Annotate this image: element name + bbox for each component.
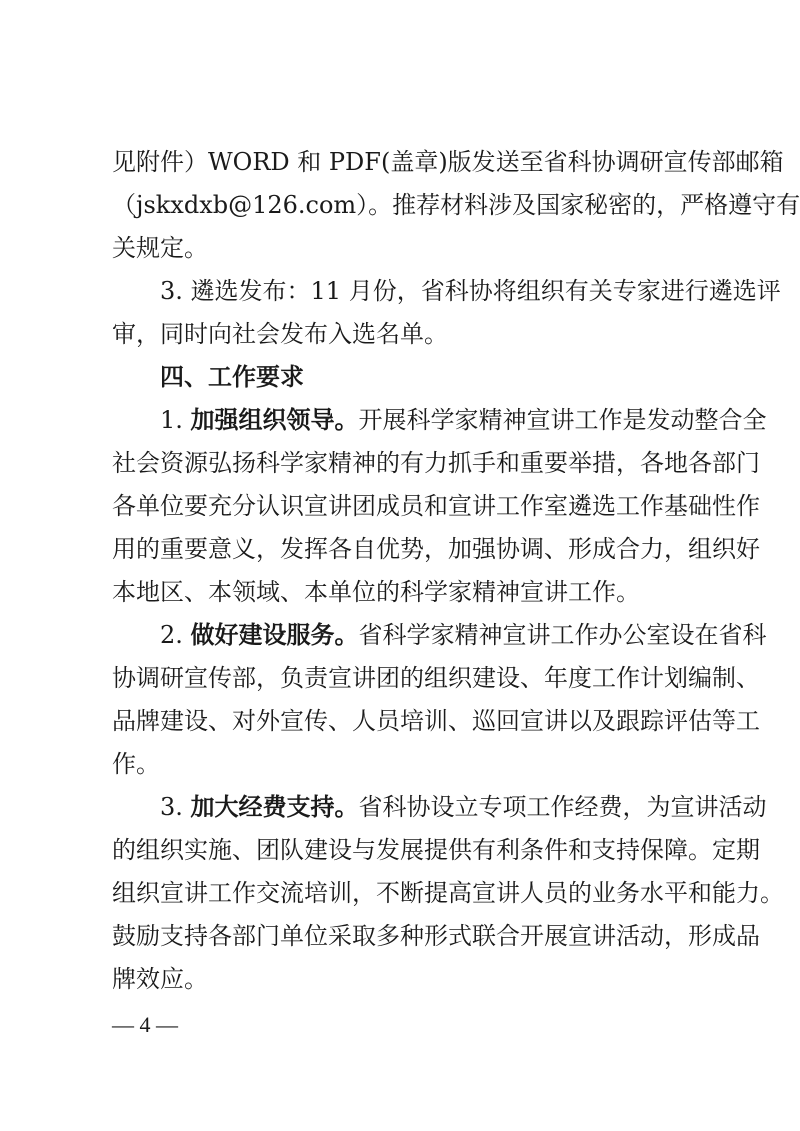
- paragraph-line: 鼓励支持各部门单位采取多种形式联合开展宣讲活动，形成品: [112, 922, 760, 950]
- paragraph-line: 社会资源弘扬科学家精神的有力抓手和重要举措，各地各部门: [112, 449, 760, 477]
- paragraph-line: （jskxdxb@126.com）。推荐材料涉及国家秘密的，严格遵守有: [112, 191, 800, 219]
- requirement-title: 加大经费支持。: [190, 792, 359, 821]
- requirement-text: 省科协设立专项工作经费，为宣讲活动: [358, 793, 767, 821]
- paragraph-line: 各单位要充分认识宣讲团成员和宣讲工作室遴选工作基础性作: [112, 492, 760, 520]
- requirement-number: 2.: [160, 621, 191, 649]
- paragraph-line: 协调研宣传部，负责宣讲团的组织建设、年度工作计划编制、: [112, 664, 760, 692]
- requirement-2-first-line: [160, 619, 767, 651]
- requirement-title: 加强组织领导。: [190, 405, 359, 434]
- page-number: — 4 —: [112, 1012, 178, 1037]
- paragraph-line: 3. 遴选发布：11 月份，省科协将组织有关专家进行遴选评: [160, 277, 781, 305]
- paragraph-line: 牌效应。: [112, 965, 208, 993]
- section-heading: 四、工作要求: [160, 363, 304, 391]
- requirement-title: 做好建设服务。: [190, 620, 359, 649]
- requirement-number: 1.: [160, 406, 191, 434]
- requirement-text: 开展科学家精神宣讲工作是发动整合全: [358, 406, 767, 434]
- requirement-3-first-line: [160, 791, 767, 823]
- paragraph-line: 关规定。: [112, 234, 208, 262]
- requirement-text: 省科学家精神宣讲工作办公室设在省科: [358, 621, 767, 649]
- paragraph-line: 品牌建设、对外宣传、人员培训、巡回宣讲以及跟踪评估等工: [112, 707, 760, 735]
- requirement-1-first-line: [160, 404, 767, 436]
- paragraph-line: 作。: [112, 750, 160, 778]
- paragraph-line: 见附件）WORD 和 PDF(盖章)版发送至省科协调研宣传部邮箱: [112, 148, 784, 176]
- paragraph-line: 组织宣讲工作交流培训，不断提高宣讲人员的业务水平和能力。: [112, 879, 784, 907]
- paragraph-line: 审，同时向社会发布入选名单。: [112, 320, 448, 348]
- paragraph-line: 本地区、本领域、本单位的科学家精神宣讲工作。: [112, 578, 640, 606]
- paragraph-line: 的组织实施、团队建设与发展提供有利条件和支持保障。定期: [112, 836, 760, 864]
- requirement-number: 3.: [160, 793, 191, 821]
- paragraph-line: 用的重要意义，发挥各自优势，加强协调、形成合力，组织好: [112, 535, 760, 563]
